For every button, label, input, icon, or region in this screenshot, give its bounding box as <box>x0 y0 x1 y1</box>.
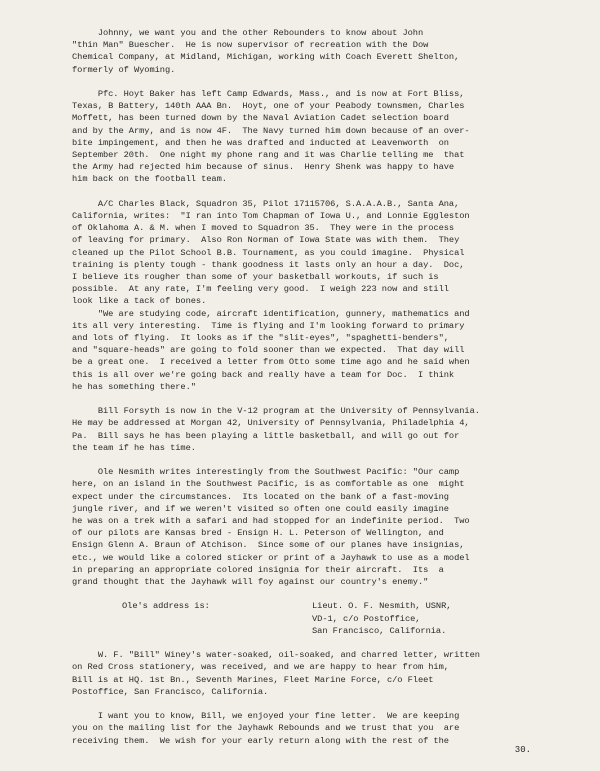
text-line: you on the mailing list for the Jayhawk Rebounds and we trust that you are <box>72 723 460 734</box>
text-line: "We are studying code, aircraft identification, gunnery, mathematics and <box>72 308 470 319</box>
text-line: "thin Man" Buescher. He is now supervisor of recreation with the Dow <box>72 40 429 51</box>
text-line: and by the Army, and is now 4F. The Navy turned him down because of an over- <box>72 125 470 136</box>
paragraph <box>72 466 572 588</box>
text-line: jungle river, and if we weren't visited so often one could easily imagine <box>72 503 449 514</box>
text-line: this is all over we're going back and really have a team for Doc. I think <box>72 369 455 380</box>
paragraph <box>72 405 572 454</box>
text-line: bite impingement, and then he was drafted and inducted at Leavenworth on <box>72 137 449 148</box>
closing-paragraph-group <box>72 649 572 747</box>
text-line: of our pilots are Kansas bred - Ensign H. L. Peterson of Wellington, and <box>72 528 444 539</box>
text-line: He may be addressed at Morgan 42, University of Pennsylvania, Philadelphia 4, <box>72 418 470 429</box>
text-line: Pa. Bill says he has been playing a little basketball, and will go out for <box>72 430 460 441</box>
text-line: look like a tack of bones. <box>72 296 207 307</box>
text-line: I want you to know, Bill, we enjoyed your fine letter. We are keeping <box>72 711 460 722</box>
text-line: in preparing an appropriate colored insignia for their aircraft. Its a <box>72 564 444 575</box>
paragraph <box>72 27 572 76</box>
text-line: Bill Forsyth is now in the V-12 program at the University of Pennsylvania. <box>72 406 480 417</box>
text-line: he was on a trek with a safari and had stopped for an indefinite period. Two <box>72 516 470 527</box>
text-line: receiving them. We wish for your early return along with the rest of the <box>72 735 449 746</box>
page-number: 30. <box>514 745 531 755</box>
text-line: here, on an island in the Southwest Pacific, is as comfortable as one might <box>72 479 465 490</box>
text-line: I believe its rougher than some of your basketball workouts, if such is <box>72 272 439 283</box>
address-block <box>72 600 572 637</box>
paragraph-group <box>72 27 572 588</box>
text-line: he has something there." <box>72 381 196 392</box>
text-line: California, writes: "I ran into Tom Chapman of Iowa U., and Lonnie Eggleston <box>72 211 470 222</box>
text-line: W. F. "Bill" Winey's water-soaked, oil-soaked, and charred letter, written <box>72 650 480 661</box>
text-line: him back on the football team. <box>72 174 227 185</box>
text-line: its all very interesting. Time is flying and I'm looking forward to primary <box>72 320 465 331</box>
text-line: grand thought that the Jayhawk will foy against our country's enemy." <box>72 577 429 588</box>
text-line: possible. At any rate, I'm feeling very good. I weigh 223 now and still <box>72 284 449 295</box>
text-line: the Army had rejected him because of sinus. Henry Shenk was happy to have <box>72 162 455 173</box>
address-label: Ole's address is: <box>122 601 210 612</box>
address-line: Lieut. O. F. Nesmith, USNR, <box>312 601 452 612</box>
paragraph <box>72 710 572 747</box>
text-line: Ensign Glenn A. Braun of Atchison. Since some of our planes have insignias, <box>72 540 465 551</box>
paragraph <box>72 649 572 698</box>
text-line: Chemical Company, at Midland, Michigan, working with Coach Everett Shelton, <box>72 52 460 63</box>
text-line: Pfc. Hoyt Baker has left Camp Edwards, Mass., and is now at Fort Bliss, <box>72 89 465 99</box>
text-line: September 20th. One night my phone rang and it was Charlie telling me that <box>72 150 465 161</box>
text-line: cleaned up the Pilot School B.B. Tournament, as you could imagine. Physical <box>72 247 465 258</box>
text-line: expect under the circumstances. Its located on the bank of a fast-moving <box>72 491 449 502</box>
text-line: A/C Charles Black, Squadron 35, Pilot 17115706, S.A.A.A.B., Santa Ana, <box>72 198 460 209</box>
text-line: be a great one. I received a letter from Otto some time ago and he said when <box>72 357 470 368</box>
paragraph <box>72 198 572 393</box>
text-line: etc., we would like a colored sticker or print of a Jayhawk to use as a model <box>72 552 470 563</box>
paragraph <box>72 88 572 186</box>
text-line: the team if he has time. <box>72 442 196 453</box>
text-line: Ole Nesmith writes interestingly from the Southwest Pacific: "Our camp <box>72 467 460 478</box>
text-line: and "square-heads" are going to fold sooner than we expected. That day will <box>72 345 465 356</box>
text-line: Texas, B Battery, 140th AAA Bn. Hoyt, one of your Peabody townsmen, Charles <box>72 101 465 112</box>
text-line: formerly of Wyoming. <box>72 64 176 75</box>
text-line: Postoffice, San Francisco, California. <box>72 686 269 697</box>
text-line: Bill is at HQ. 1st Bn., Seventh Marines, Fleet Marine Force, c/o Fleet <box>72 674 434 685</box>
letter-body <box>72 27 572 759</box>
text-line: of Oklahoma A. & M. when I moved to Squadron 35. They were in the process <box>72 223 455 234</box>
address-lines <box>312 600 451 637</box>
text-line: Johnny, we want you and the other Rebounders to know about John <box>72 28 424 38</box>
text-line: on Red Cross stationery, was received, and we are happy to hear from him, <box>72 662 449 673</box>
address-line: San Francisco, California. <box>312 625 447 636</box>
address-line: VD-1, c/o Postoffice, <box>312 613 421 624</box>
text-line: of leaving for primary. Also Ron Norman of Iowa State was with them. They <box>72 235 460 246</box>
text-line: Moffett, has been turned down by the Naval Aviation Cadet selection board <box>72 113 449 124</box>
text-line: training is plenty tough - thank goodness it lasts only an hour a day. Doc, <box>72 259 465 270</box>
text-line: and lots of flying. It looks as if the "slit-eyes", "spaghetti-benders", <box>72 333 449 344</box>
